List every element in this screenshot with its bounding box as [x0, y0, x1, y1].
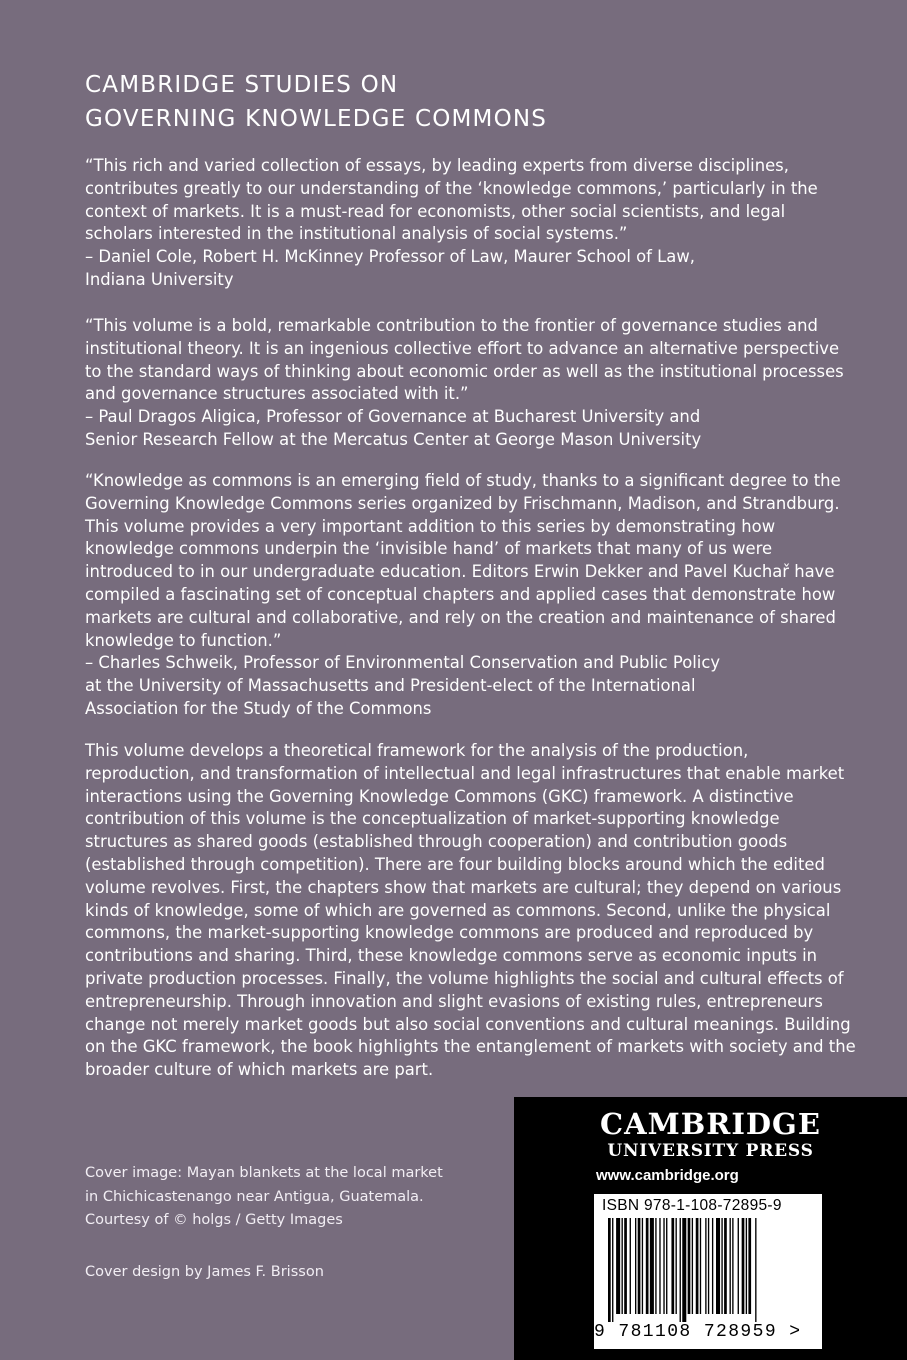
barcode-bar: [696, 1218, 699, 1314]
endorsement-attribution-cont: at the University of Massachusetts and President-elect of the International: [85, 676, 696, 696]
barcode-bar: [638, 1218, 641, 1314]
credit-line: in Chichicastenango near Antigua, Guatemala.: [85, 1188, 424, 1205]
isbn-label: ISBN 978-1-108-72895-9: [602, 1197, 782, 1214]
publisher-url: www.cambridge.org: [596, 1167, 739, 1184]
barcode-image: [602, 1218, 814, 1322]
barcode-bar: [716, 1218, 720, 1314]
barcode-bar: [708, 1218, 709, 1314]
barcode-bar: [755, 1218, 756, 1322]
publisher-name: CAMBRIDGE: [600, 1107, 821, 1141]
barcode-bar: [705, 1218, 706, 1314]
barcode-bar: [663, 1218, 664, 1314]
publisher-subname: UNIVERSITY PRESS: [607, 1141, 814, 1161]
barcode-bar: [680, 1218, 681, 1322]
endorsement-attribution-cont: Senior Research Fellow at the Mercatus Center at George Mason University: [85, 429, 702, 449]
endorsement-3: [85, 470, 855, 721]
barcode-bar: [700, 1218, 701, 1314]
barcode-bar: [635, 1218, 636, 1314]
barcode-bar: [748, 1218, 751, 1314]
barcode-bar: [738, 1218, 739, 1314]
endorsement-attribution: – Daniel Cole, Robert H. McKinney Professor of Law, Maurer School of Law,: [85, 247, 695, 267]
cover-design-credit: Cover design by James F. Brisson: [85, 1264, 324, 1280]
barcode-bar: [666, 1218, 667, 1314]
endorsement-attribution-cont: Indiana University: [85, 269, 234, 289]
endorsement-attribution-cont: Association for the Study of the Commons: [85, 698, 432, 718]
cover-image-credit: [85, 1162, 495, 1233]
barcode-bar: [676, 1218, 677, 1314]
barcode-bar: [671, 1218, 674, 1314]
publisher-block: [514, 1097, 907, 1360]
barcode-bar: [688, 1218, 691, 1314]
series-title: [85, 68, 845, 136]
ean-digits: 9 781108 728959 >: [594, 1322, 802, 1342]
barcode-bar: [712, 1218, 713, 1314]
barcode-bar: [742, 1218, 745, 1314]
barcode-bar: [624, 1218, 627, 1314]
credit-line: Cover image: Mayan blankets at the local market: [85, 1165, 443, 1181]
barcode-bar: [732, 1218, 733, 1314]
endorsement-quote: “This rich and varied collection of essays, by leading experts from diverse disciplines, contributes greatly to our understanding of the ‘knowledge commons,’ particularly in the context of markets. It is a must-read for economists, other social scientists, and legal scholars interested in the institutional analysis of social systems.”: [85, 156, 818, 244]
endorsement-quote: “Knowledge as commons is an emerging field of study, thanks to a significant degree to the Governing Knowledge Commons series organized by Frischmann, Madison, and Strandburg. This volume provides a very important addition to this series by demonstrating how knowledge commons underpin the ‘invisible hand’ of markets that many of us were introduced to in our undergraduate education. Editors Erwin Dekker and Pavel Kuchař have compiled a fascinating set of conceptual chapters and applied cases that demonstrate how markets are cultural and collaborative, and rely on the creation and maintenance of shared knowledge to function.”: [85, 471, 841, 650]
endorsement-quote: “This volume is a bold, remarkable contribution to the frontier of governance studies and institutional theory. It is an ingenious collective effort to advance an alternative perspective to the standard ways of thinking about economic order as well as the institutional processes and governance structures associated with it.”: [85, 316, 844, 404]
barcode-bar: [655, 1218, 656, 1314]
barcode-bar: [721, 1218, 722, 1314]
barcode-bar: [650, 1218, 654, 1314]
book-description: This volume develops a theoretical framework for the analysis of the production, reproduction, and transformation of intellectual and legal infrastructures that enable market interactions using the Governing Knowledge Commons (GKC) framework. A distinctive contribution of this volume is the conceptualization of market-supporting knowledge structures as shared goods (established through cooperation) and contribution goods (established through competition). There are four building blocks around which the edited volume revolves. First, the chapters show that markets are cultural; they depend on various kinds of knowledge, some of which are governed as commons. Second, unlike the physical commons, the market-supporting knowledge commons are produced and reproduced by contributions and sharing. Third, these knowledge commons serve as economic inputs in private production processes. Finally, the volume highlights the social and cultural effects of entrepreneurship. Through innovation and slight evasions of existing rules, entrepreneurs change not merely market goods but also social conventions and cultural meanings. Building on the GKC framework, the book highlights the entanglement of markets with society and the broader culture of which markets are part.: [85, 741, 856, 1080]
endorsement-1: [85, 155, 855, 292]
barcode-bar: [646, 1218, 649, 1314]
barcode-bar: [682, 1218, 686, 1322]
barcode-bar: [692, 1218, 693, 1314]
barcode-card: [594, 1194, 822, 1349]
series-title-line-1: CAMBRIDGE STUDIES ON: [85, 72, 399, 98]
barcode-bar: [746, 1218, 747, 1314]
barcode-bar: [724, 1218, 727, 1314]
barcode-bar: [730, 1218, 731, 1314]
barcode-bar: [630, 1218, 631, 1314]
endorsement-attribution: – Paul Dragos Aligica, Professor of Governance at Bucharest University and: [85, 407, 701, 427]
barcode-bar: [622, 1218, 623, 1314]
barcode-bar: [642, 1218, 643, 1314]
series-title-line-2: GOVERNING KNOWLEDGE COMMONS: [85, 106, 548, 132]
barcode-bar: [616, 1218, 620, 1314]
endorsement-attribution: – Charles Schweik, Professor of Environmental Conservation and Public Policy: [85, 653, 721, 673]
barcode-bar: [659, 1218, 660, 1314]
credit-line: Courtesy of © holgs / Getty Images: [85, 1212, 343, 1228]
endorsement-2: [85, 315, 855, 452]
barcode-bar: [612, 1218, 613, 1322]
barcode-bar: [608, 1218, 611, 1322]
